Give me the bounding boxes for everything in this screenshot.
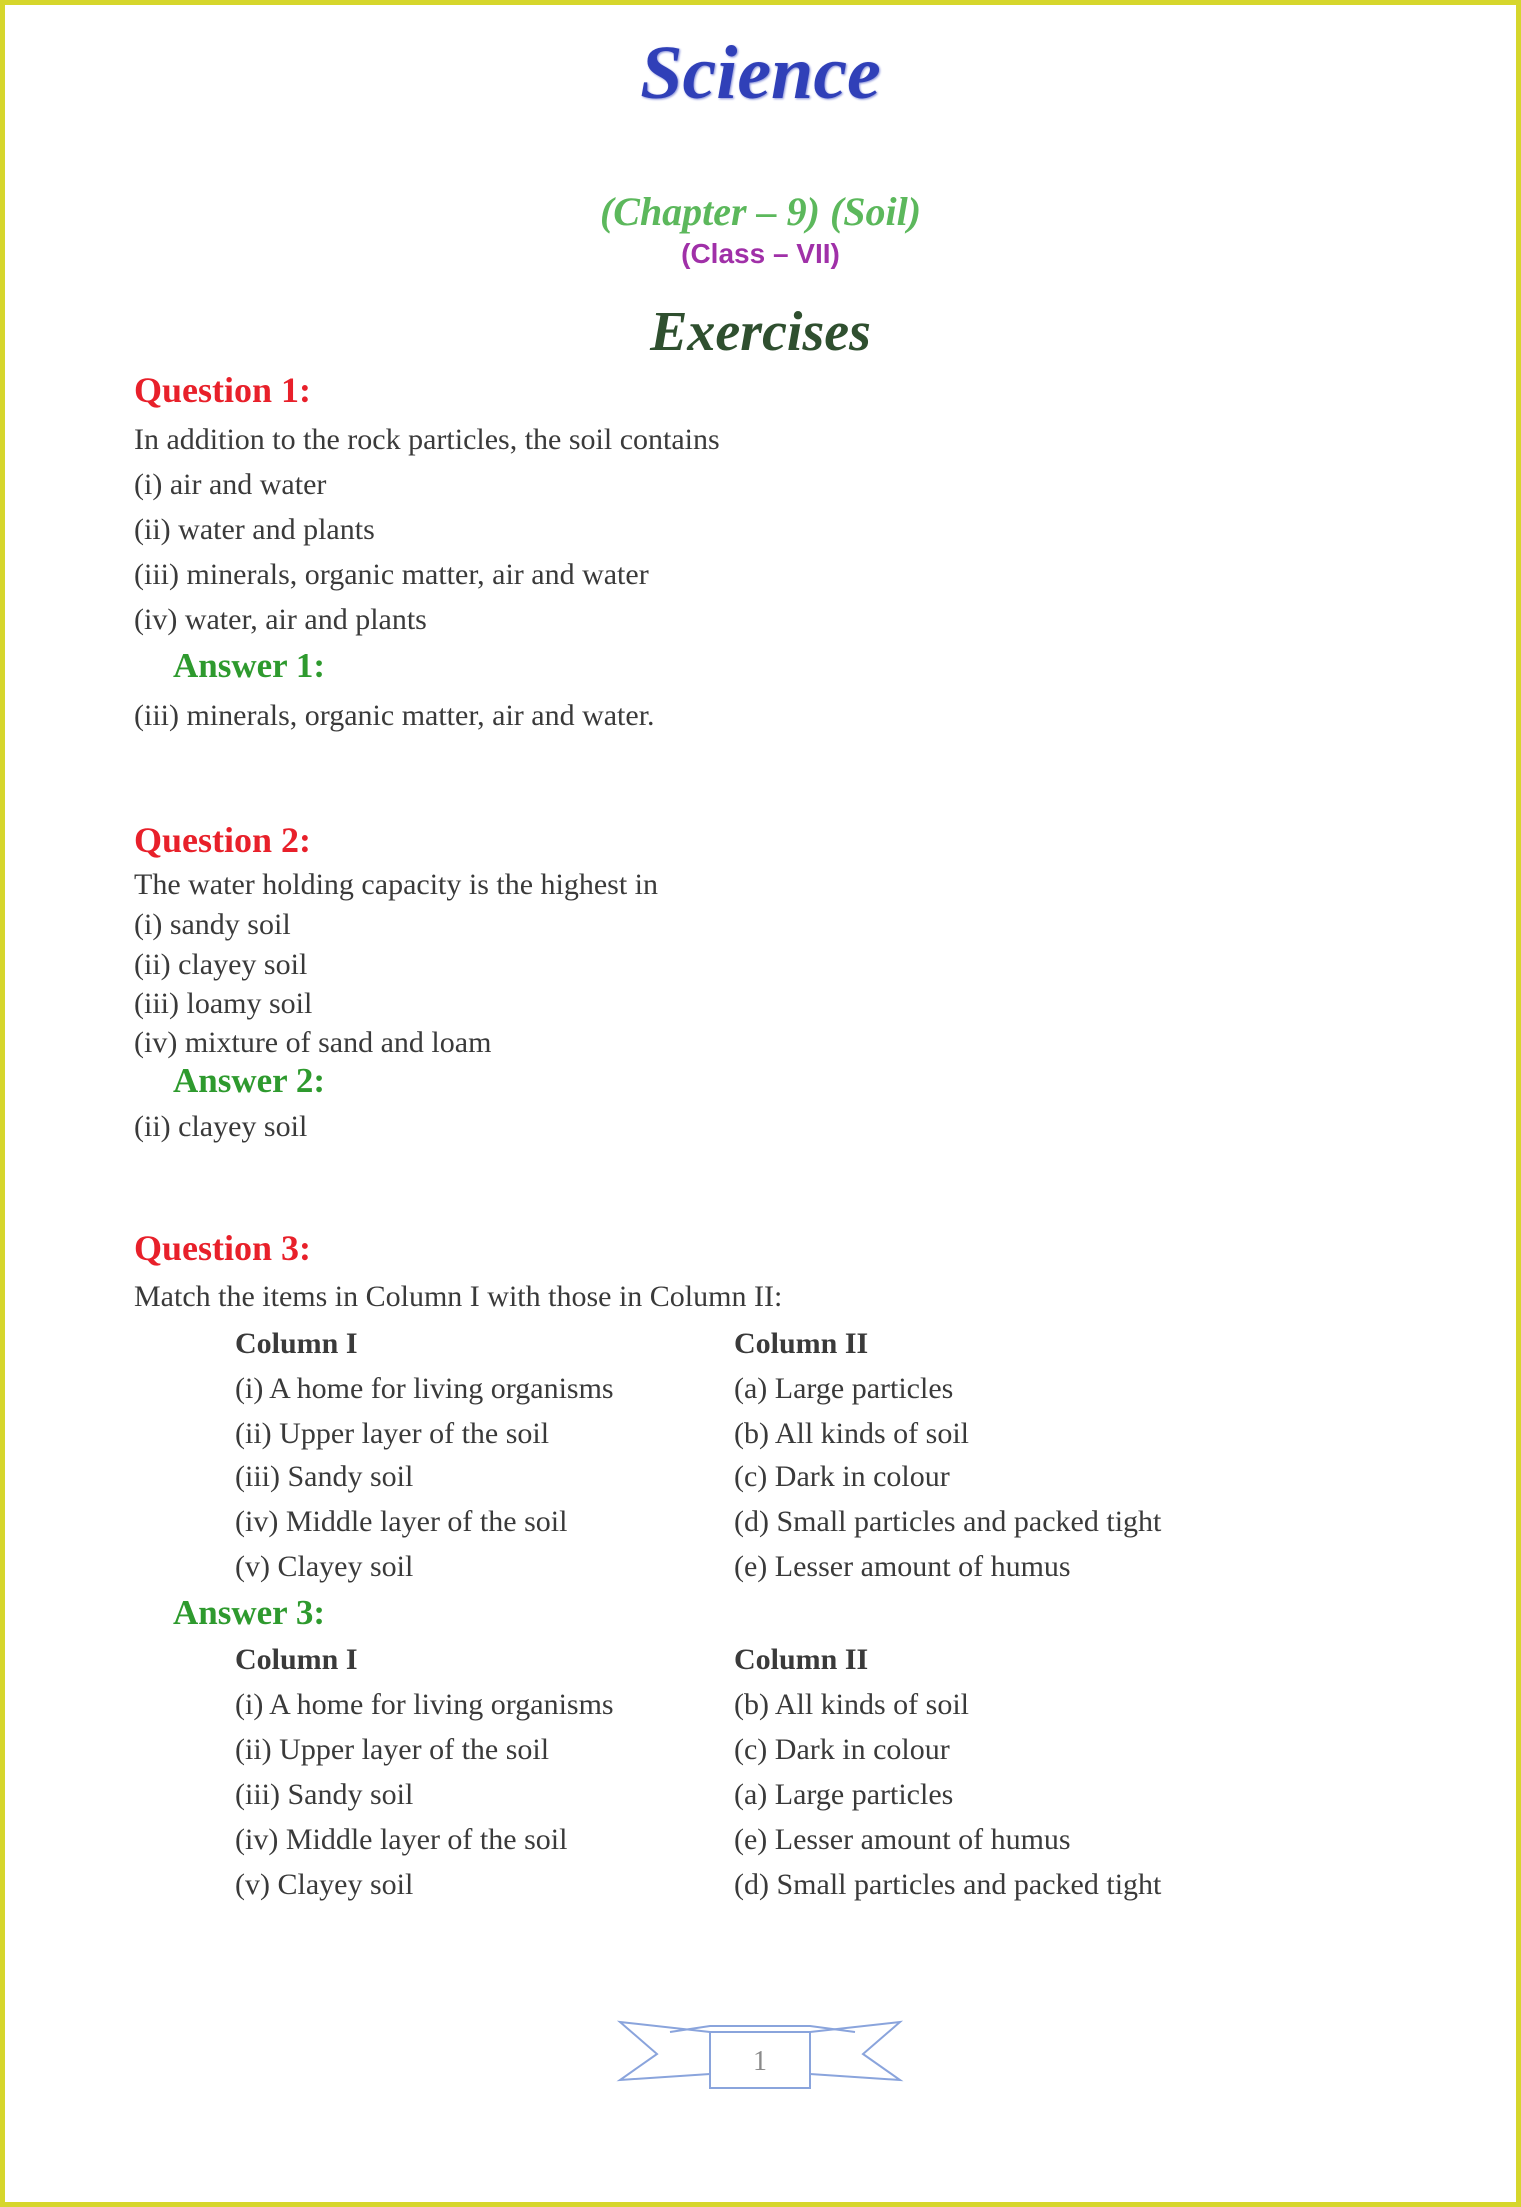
column-1-item: (iv) Middle layer of the soil	[235, 1505, 568, 1538]
answer-2-label: Answer 2:	[173, 1061, 325, 1100]
answer-column-2-item: (b) All kinds of soil	[734, 1688, 970, 1721]
answer-2-text: (ii) clayey soil	[134, 1110, 308, 1143]
option: (ii) clayey soil	[134, 948, 308, 981]
question-3-label: Question 3:	[134, 1228, 312, 1268]
option: (iii) minerals, organic matter, air and water	[134, 558, 649, 591]
option: (iv) mixture of sand and loam	[134, 1026, 492, 1059]
question-2-label: Question 2:	[134, 820, 312, 860]
section-heading: Exercises	[650, 301, 871, 363]
option: (i) sandy soil	[134, 908, 291, 941]
column-2-item: (d) Small particles and packed tight	[734, 1505, 1162, 1538]
column-1-item: (i) A home for living organisms	[235, 1372, 614, 1405]
answer-column-2-item: (e) Lesser amount of humus	[734, 1823, 1071, 1856]
question-1-prompt: In addition to the rock particles, the soil contains	[134, 423, 720, 456]
answer-column-1-item: (iii) Sandy soil	[235, 1778, 414, 1811]
answer-column-1-item: (ii) Upper layer of the soil	[235, 1733, 550, 1766]
question-3-prompt: Match the items in Column I with those in Column II:	[134, 1280, 783, 1313]
answer-column-1-item: (iv) Middle layer of the soil	[235, 1823, 568, 1856]
answer-3-label: Answer 3:	[173, 1593, 325, 1632]
column-2-item: (e) Lesser amount of humus	[734, 1550, 1071, 1583]
answer-1-text: (iii) minerals, organic matter, air and water.	[134, 699, 655, 732]
answer-column-2-header: Column II	[734, 1643, 869, 1676]
page-number-ribbon	[615, 1990, 905, 2095]
column-2-item: (a) Large particles	[734, 1372, 954, 1405]
answer-column-1-item: (i) A home for living organisms	[235, 1688, 614, 1721]
answer-column-2-item: (a) Large particles	[734, 1778, 954, 1811]
column-1-item: (v) Clayey soil	[235, 1550, 414, 1583]
column-1-item: (iii) Sandy soil	[235, 1460, 414, 1493]
option: (iii) loamy soil	[134, 987, 313, 1020]
answer-column-2-item: (c) Dark in colour	[734, 1733, 950, 1766]
answer-column-1-item: (v) Clayey soil	[235, 1868, 414, 1901]
answer-1-label: Answer 1:	[173, 646, 325, 685]
question-2-prompt: The water holding capacity is the highest in	[134, 868, 659, 901]
chapter-heading: (Chapter – 9) (Soil)	[599, 189, 922, 234]
option: (iv) water, air and plants	[134, 603, 427, 636]
class-heading: (Class – VII)	[681, 238, 840, 269]
option: (i) air and water	[134, 468, 327, 501]
column-2-header: Column II	[734, 1327, 869, 1360]
column-1-header: Column I	[235, 1327, 358, 1360]
page-title: Science	[640, 31, 881, 115]
question-1-label: Question 1:	[134, 370, 312, 410]
ribbon-icon	[615, 1990, 905, 2090]
option: (ii) water and plants	[134, 513, 375, 546]
column-2-item: (c) Dark in colour	[734, 1460, 950, 1493]
column-2-item: (b) All kinds of soil	[734, 1417, 970, 1450]
answer-column-2-item: (d) Small particles and packed tight	[734, 1868, 1162, 1901]
page-number: 1	[753, 2046, 767, 2077]
answer-column-1-header: Column I	[235, 1643, 358, 1676]
column-1-item: (ii) Upper layer of the soil	[235, 1417, 550, 1450]
